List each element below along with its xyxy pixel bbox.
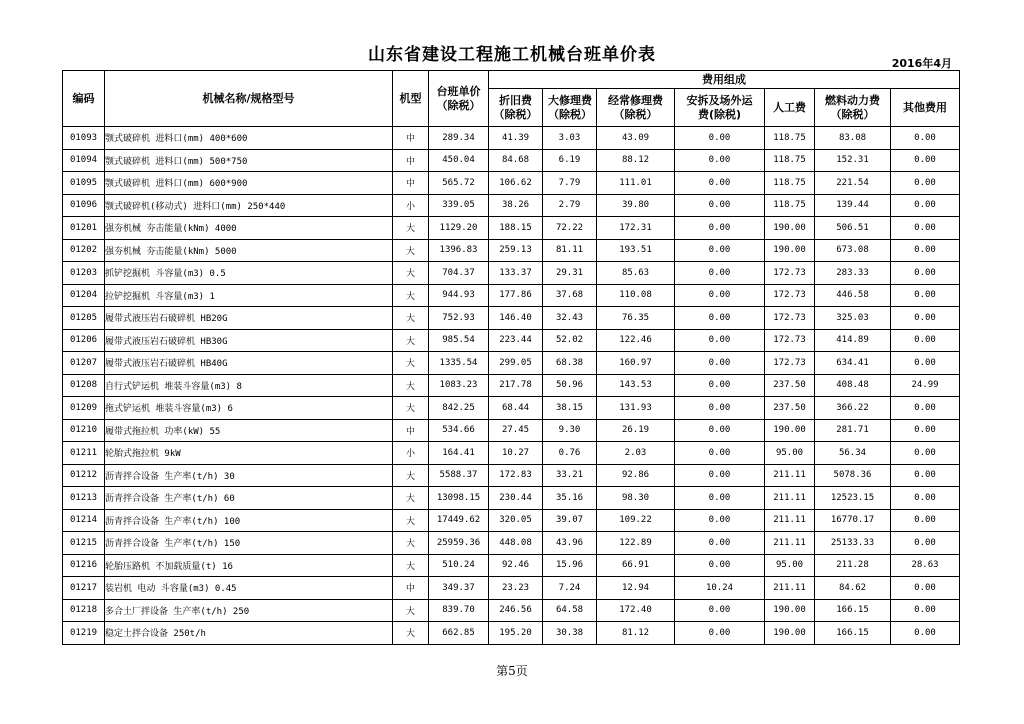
cell-install: 0.00 (675, 262, 765, 285)
cell-labor: 211.11 (765, 487, 815, 510)
cell-other: 0.00 (891, 172, 960, 195)
cell-fuel: 673.08 (815, 239, 891, 262)
cell-fuel: 506.51 (815, 217, 891, 240)
cell-depreciation: 195.20 (489, 622, 543, 645)
cell-overhaul: 3.03 (543, 127, 597, 150)
cell-unit-price: 339.05 (429, 194, 489, 217)
cell-code: 01215 (63, 532, 105, 555)
cell-type: 大 (393, 284, 429, 307)
cell-type: 小 (393, 194, 429, 217)
header-maintenance-text: 经常修理费（除税） (608, 93, 663, 121)
cell-other: 0.00 (891, 262, 960, 285)
page-number: 第5页 (496, 664, 528, 678)
cell-maintenance: 43.09 (597, 127, 675, 150)
cell-unit-price: 13098.15 (429, 487, 489, 510)
cell-unit-price: 1083.23 (429, 374, 489, 397)
cell-code: 01219 (63, 622, 105, 645)
table-row (63, 577, 960, 600)
header-depreciation-text: 折旧费（除税） (493, 93, 538, 121)
header-code: 编码 (63, 71, 105, 127)
cell-overhaul: 38.15 (543, 397, 597, 420)
table-row (63, 419, 960, 442)
cell-fuel: 25133.33 (815, 532, 891, 555)
table-row (63, 217, 960, 240)
header-labor: 人工费 (765, 89, 815, 127)
cell-name: 沥青拌合设备 生产率(t/h) 60 (105, 487, 393, 510)
cell-fuel: 366.22 (815, 397, 891, 420)
cell-overhaul: 35.16 (543, 487, 597, 510)
cell-maintenance: 109.22 (597, 509, 675, 532)
cell-unit-price: 842.25 (429, 397, 489, 420)
cell-code: 01095 (63, 172, 105, 195)
cell-install: 0.00 (675, 374, 765, 397)
cell-labor: 211.11 (765, 577, 815, 600)
cell-labor: 118.75 (765, 149, 815, 172)
cell-depreciation: 223.44 (489, 329, 543, 352)
cell-labor: 190.00 (765, 239, 815, 262)
cell-name: 履带式液压岩石破碎机 HB30G (105, 329, 393, 352)
cell-code: 01210 (63, 419, 105, 442)
cell-type: 中 (393, 149, 429, 172)
header-maintenance (597, 89, 675, 127)
header-overhaul (543, 89, 597, 127)
cell-overhaul: 52.02 (543, 329, 597, 352)
cell-other: 0.00 (891, 442, 960, 465)
cell-depreciation: 246.56 (489, 599, 543, 622)
cell-depreciation: 188.15 (489, 217, 543, 240)
table-row (63, 442, 960, 465)
cell-fuel: 16770.17 (815, 509, 891, 532)
cell-code: 01212 (63, 464, 105, 487)
cell-install: 0.00 (675, 419, 765, 442)
header-name: 机械名称/规格型号 (105, 71, 393, 127)
table-row (63, 307, 960, 330)
cell-name: 履带式拖拉机 功率(kW) 55 (105, 419, 393, 442)
cell-code: 01217 (63, 577, 105, 600)
cell-install: 0.00 (675, 149, 765, 172)
cell-overhaul: 50.96 (543, 374, 597, 397)
table-row (63, 509, 960, 532)
cell-install: 0.00 (675, 194, 765, 217)
cell-type: 大 (393, 239, 429, 262)
cell-depreciation: 230.44 (489, 487, 543, 510)
cell-name: 拖式铲运机 堆装斗容量(m3) 6 (105, 397, 393, 420)
cell-overhaul: 7.79 (543, 172, 597, 195)
cell-install: 0.00 (675, 487, 765, 510)
cell-unit-price: 349.37 (429, 577, 489, 600)
cell-maintenance: 160.97 (597, 352, 675, 375)
cell-maintenance: 122.46 (597, 329, 675, 352)
cell-other: 0.00 (891, 419, 960, 442)
cell-depreciation: 84.68 (489, 149, 543, 172)
table-row (63, 554, 960, 577)
cell-install: 0.00 (675, 622, 765, 645)
cell-other: 0.00 (891, 464, 960, 487)
table-row (63, 464, 960, 487)
cell-type: 中 (393, 577, 429, 600)
cell-overhaul: 33.21 (543, 464, 597, 487)
cell-overhaul: 29.31 (543, 262, 597, 285)
cell-type: 大 (393, 464, 429, 487)
cell-fuel: 408.48 (815, 374, 891, 397)
cell-fuel: 84.62 (815, 577, 891, 600)
header-install (675, 89, 765, 127)
cell-overhaul: 15.96 (543, 554, 597, 577)
cell-overhaul: 30.38 (543, 622, 597, 645)
cell-other: 0.00 (891, 622, 960, 645)
cell-labor: 118.75 (765, 127, 815, 150)
cell-name: 自行式铲运机 堆装斗容量(m3) 8 (105, 374, 393, 397)
cell-name: 抓铲挖掘机 斗容量(m3) 0.5 (105, 262, 393, 285)
cell-name: 多合土厂拌设备 生产率(t/h) 250 (105, 599, 393, 622)
cell-code: 01209 (63, 397, 105, 420)
cell-maintenance: 2.03 (597, 442, 675, 465)
cell-code: 01093 (63, 127, 105, 150)
cell-maintenance: 193.51 (597, 239, 675, 262)
cell-unit-price: 985.54 (429, 329, 489, 352)
cell-type: 大 (393, 487, 429, 510)
cell-type: 大 (393, 329, 429, 352)
cell-install: 0.00 (675, 239, 765, 262)
cell-unit-price: 25959.36 (429, 532, 489, 555)
cell-code: 01205 (63, 307, 105, 330)
cell-code: 01211 (63, 442, 105, 465)
cell-other: 0.00 (891, 577, 960, 600)
cell-fuel: 221.54 (815, 172, 891, 195)
cell-install: 0.00 (675, 599, 765, 622)
cell-maintenance: 76.35 (597, 307, 675, 330)
cell-other: 0.00 (891, 284, 960, 307)
cell-overhaul: 32.43 (543, 307, 597, 330)
cell-maintenance: 131.93 (597, 397, 675, 420)
cell-maintenance: 92.86 (597, 464, 675, 487)
cell-overhaul: 64.58 (543, 599, 597, 622)
cell-other: 0.00 (891, 397, 960, 420)
cell-overhaul: 6.19 (543, 149, 597, 172)
cell-install: 0.00 (675, 397, 765, 420)
cell-name: 颚式破碎机 进料口(mm) 500*750 (105, 149, 393, 172)
cell-other: 24.99 (891, 374, 960, 397)
cell-depreciation: 10.27 (489, 442, 543, 465)
cell-labor: 95.00 (765, 442, 815, 465)
cell-depreciation: 106.62 (489, 172, 543, 195)
cell-install: 0.00 (675, 509, 765, 532)
table-row (63, 532, 960, 555)
cell-unit-price: 704.37 (429, 262, 489, 285)
cell-code: 01096 (63, 194, 105, 217)
cell-labor: 237.50 (765, 397, 815, 420)
cell-fuel: 446.58 (815, 284, 891, 307)
cell-code: 01201 (63, 217, 105, 240)
cell-name: 颚式破碎机(移动式) 进料口(mm) 250*440 (105, 194, 393, 217)
cell-type: 大 (393, 532, 429, 555)
cell-other: 0.00 (891, 239, 960, 262)
cell-type: 中 (393, 127, 429, 150)
cell-labor: 118.75 (765, 172, 815, 195)
cell-install: 0.00 (675, 217, 765, 240)
cell-fuel: 83.08 (815, 127, 891, 150)
cell-other: 0.00 (891, 149, 960, 172)
cell-maintenance: 81.12 (597, 622, 675, 645)
cell-name: 稳定土拌合设备 250t/h (105, 622, 393, 645)
header-fuel (815, 89, 891, 127)
cell-unit-price: 289.34 (429, 127, 489, 150)
cell-fuel: 152.31 (815, 149, 891, 172)
cell-install: 0.00 (675, 307, 765, 330)
cell-depreciation: 92.46 (489, 554, 543, 577)
cell-type: 大 (393, 397, 429, 420)
cell-fuel: 281.71 (815, 419, 891, 442)
table-row (63, 194, 960, 217)
cell-labor: 172.73 (765, 329, 815, 352)
cell-other: 0.00 (891, 509, 960, 532)
cell-depreciation: 177.86 (489, 284, 543, 307)
cell-type: 中 (393, 419, 429, 442)
table-row (63, 599, 960, 622)
cell-code: 01218 (63, 599, 105, 622)
cell-type: 大 (393, 622, 429, 645)
cell-other: 0.00 (891, 194, 960, 217)
cell-code: 01207 (63, 352, 105, 375)
cell-other: 28.63 (891, 554, 960, 577)
cell-maintenance: 85.63 (597, 262, 675, 285)
cell-overhaul: 39.07 (543, 509, 597, 532)
table-row (63, 262, 960, 285)
cell-fuel: 414.89 (815, 329, 891, 352)
cell-depreciation: 259.13 (489, 239, 543, 262)
cell-depreciation: 320.05 (489, 509, 543, 532)
cell-name: 强夯机械 夯击能量(kNm) 5000 (105, 239, 393, 262)
cell-maintenance: 122.89 (597, 532, 675, 555)
price-table (62, 70, 960, 645)
cell-name: 沥青拌合设备 生产率(t/h) 100 (105, 509, 393, 532)
cell-overhaul: 68.38 (543, 352, 597, 375)
cell-overhaul: 0.76 (543, 442, 597, 465)
cell-name: 颚式破碎机 进料口(mm) 600*900 (105, 172, 393, 195)
table-row (63, 374, 960, 397)
cell-name: 强夯机械 夯击能量(kNm) 4000 (105, 217, 393, 240)
cell-labor: 172.73 (765, 352, 815, 375)
cell-unit-price: 510.24 (429, 554, 489, 577)
cell-depreciation: 27.45 (489, 419, 543, 442)
cell-unit-price: 17449.62 (429, 509, 489, 532)
cell-overhaul: 43.96 (543, 532, 597, 555)
cell-depreciation: 38.26 (489, 194, 543, 217)
cell-fuel: 325.03 (815, 307, 891, 330)
cell-code: 01216 (63, 554, 105, 577)
cell-unit-price: 839.70 (429, 599, 489, 622)
cell-maintenance: 110.08 (597, 284, 675, 307)
cell-fuel: 211.28 (815, 554, 891, 577)
cell-fuel: 634.41 (815, 352, 891, 375)
cell-maintenance: 143.53 (597, 374, 675, 397)
cell-install: 10.24 (675, 577, 765, 600)
cell-code: 01213 (63, 487, 105, 510)
cell-overhaul: 81.11 (543, 239, 597, 262)
header-other: 其他费用 (891, 89, 960, 127)
cell-name: 拉铲挖掘机 斗容量(m3) 1 (105, 284, 393, 307)
header-unit-price (429, 71, 489, 127)
cell-name: 履带式液压岩石破碎机 HB20G (105, 307, 393, 330)
cell-name: 沥青拌合设备 生产率(t/h) 150 (105, 532, 393, 555)
cell-name: 轮胎压路机 不加载质量(t) 16 (105, 554, 393, 577)
cell-type: 大 (393, 374, 429, 397)
cell-maintenance: 12.94 (597, 577, 675, 600)
cell-other: 0.00 (891, 599, 960, 622)
cell-type: 大 (393, 217, 429, 240)
cell-code: 01214 (63, 509, 105, 532)
cell-other: 0.00 (891, 352, 960, 375)
table-row (63, 622, 960, 645)
cell-unit-price: 565.72 (429, 172, 489, 195)
cell-depreciation: 217.78 (489, 374, 543, 397)
report-date: 2016年4月 (891, 57, 952, 70)
cell-name: 沥青拌合设备 生产率(t/h) 30 (105, 464, 393, 487)
cell-type: 大 (393, 554, 429, 577)
cell-fuel: 5078.36 (815, 464, 891, 487)
cell-code: 01204 (63, 284, 105, 307)
cell-maintenance: 88.12 (597, 149, 675, 172)
cell-name: 履带式液压岩石破碎机 HB40G (105, 352, 393, 375)
cell-overhaul: 72.22 (543, 217, 597, 240)
cell-labor: 211.11 (765, 464, 815, 487)
cell-fuel: 283.33 (815, 262, 891, 285)
cell-labor: 95.00 (765, 554, 815, 577)
cell-install: 0.00 (675, 532, 765, 555)
cell-overhaul: 9.30 (543, 419, 597, 442)
table-row (63, 149, 960, 172)
cell-unit-price: 752.93 (429, 307, 489, 330)
cell-fuel: 56.34 (815, 442, 891, 465)
cell-labor: 237.50 (765, 374, 815, 397)
cell-labor: 190.00 (765, 599, 815, 622)
cell-labor: 172.73 (765, 284, 815, 307)
cell-depreciation: 68.44 (489, 397, 543, 420)
table-body (63, 127, 960, 645)
cell-fuel: 12523.15 (815, 487, 891, 510)
cell-code: 01206 (63, 329, 105, 352)
cell-unit-price: 1335.54 (429, 352, 489, 375)
cell-install: 0.00 (675, 329, 765, 352)
cell-depreciation: 172.83 (489, 464, 543, 487)
header-install-text: 安拆及场外运费(除税) (686, 93, 753, 121)
cell-maintenance: 39.80 (597, 194, 675, 217)
cell-maintenance: 26.19 (597, 419, 675, 442)
header-unit-price-text: 台班单价（除税） (436, 84, 481, 112)
cell-type: 中 (393, 172, 429, 195)
table-row (63, 239, 960, 262)
cell-code: 01094 (63, 149, 105, 172)
cell-labor: 190.00 (765, 622, 815, 645)
cell-other: 0.00 (891, 217, 960, 240)
table-row (63, 127, 960, 150)
cell-unit-price: 534.66 (429, 419, 489, 442)
cell-name: 轮胎式拖拉机 9kW (105, 442, 393, 465)
cell-maintenance: 172.31 (597, 217, 675, 240)
cell-labor: 172.73 (765, 262, 815, 285)
cell-overhaul: 7.24 (543, 577, 597, 600)
cell-unit-price: 450.04 (429, 149, 489, 172)
cell-type: 大 (393, 509, 429, 532)
cell-depreciation: 299.05 (489, 352, 543, 375)
cell-name: 装岩机 电动 斗容量(m3) 0.45 (105, 577, 393, 600)
cell-labor: 118.75 (765, 194, 815, 217)
cell-type: 大 (393, 262, 429, 285)
cell-fuel: 166.15 (815, 622, 891, 645)
cell-maintenance: 66.91 (597, 554, 675, 577)
table-row (63, 284, 960, 307)
header-depreciation (489, 89, 543, 127)
cell-depreciation: 133.37 (489, 262, 543, 285)
cell-depreciation: 448.08 (489, 532, 543, 555)
cell-install: 0.00 (675, 127, 765, 150)
table-row (63, 329, 960, 352)
header-overhaul-text: 大修理费（除税） (548, 93, 592, 121)
cell-unit-price: 1396.83 (429, 239, 489, 262)
cell-install: 0.00 (675, 554, 765, 577)
table-row (63, 487, 960, 510)
cell-maintenance: 98.30 (597, 487, 675, 510)
cell-unit-price: 944.93 (429, 284, 489, 307)
cell-depreciation: 41.39 (489, 127, 543, 150)
header-type: 机型 (393, 71, 429, 127)
cell-type: 小 (393, 442, 429, 465)
table-row (63, 352, 960, 375)
cell-unit-price: 1129.20 (429, 217, 489, 240)
cell-install: 0.00 (675, 172, 765, 195)
table-row (63, 397, 960, 420)
cell-overhaul: 2.79 (543, 194, 597, 217)
cell-fuel: 139.44 (815, 194, 891, 217)
cell-install: 0.00 (675, 284, 765, 307)
cell-labor: 190.00 (765, 217, 815, 240)
cell-type: 大 (393, 307, 429, 330)
cell-labor: 211.11 (765, 509, 815, 532)
cell-other: 0.00 (891, 487, 960, 510)
cell-labor: 190.00 (765, 419, 815, 442)
table-row (63, 172, 960, 195)
cell-maintenance: 172.40 (597, 599, 675, 622)
cell-install: 0.00 (675, 442, 765, 465)
cell-other: 0.00 (891, 307, 960, 330)
cell-type: 大 (393, 599, 429, 622)
cell-code: 01203 (63, 262, 105, 285)
cell-unit-price: 662.85 (429, 622, 489, 645)
page-title: 山东省建设工程施工机械台班单价表 (368, 45, 656, 65)
cell-overhaul: 37.68 (543, 284, 597, 307)
cell-code: 01202 (63, 239, 105, 262)
cell-other: 0.00 (891, 127, 960, 150)
cell-type: 大 (393, 352, 429, 375)
cell-install: 0.00 (675, 464, 765, 487)
cell-name: 颚式破碎机 进料口(mm) 400*600 (105, 127, 393, 150)
cell-code: 01208 (63, 374, 105, 397)
cell-unit-price: 164.41 (429, 442, 489, 465)
header-cost-group: 费用组成 (489, 71, 960, 89)
cell-depreciation: 23.23 (489, 577, 543, 600)
header-fuel-text: 燃料动力费（除税） (825, 93, 880, 121)
cell-labor: 172.73 (765, 307, 815, 330)
cell-maintenance: 111.01 (597, 172, 675, 195)
cell-depreciation: 146.40 (489, 307, 543, 330)
cell-labor: 211.11 (765, 532, 815, 555)
cell-other: 0.00 (891, 329, 960, 352)
cell-fuel: 166.15 (815, 599, 891, 622)
cell-unit-price: 5588.37 (429, 464, 489, 487)
cell-other: 0.00 (891, 532, 960, 555)
cell-install: 0.00 (675, 352, 765, 375)
